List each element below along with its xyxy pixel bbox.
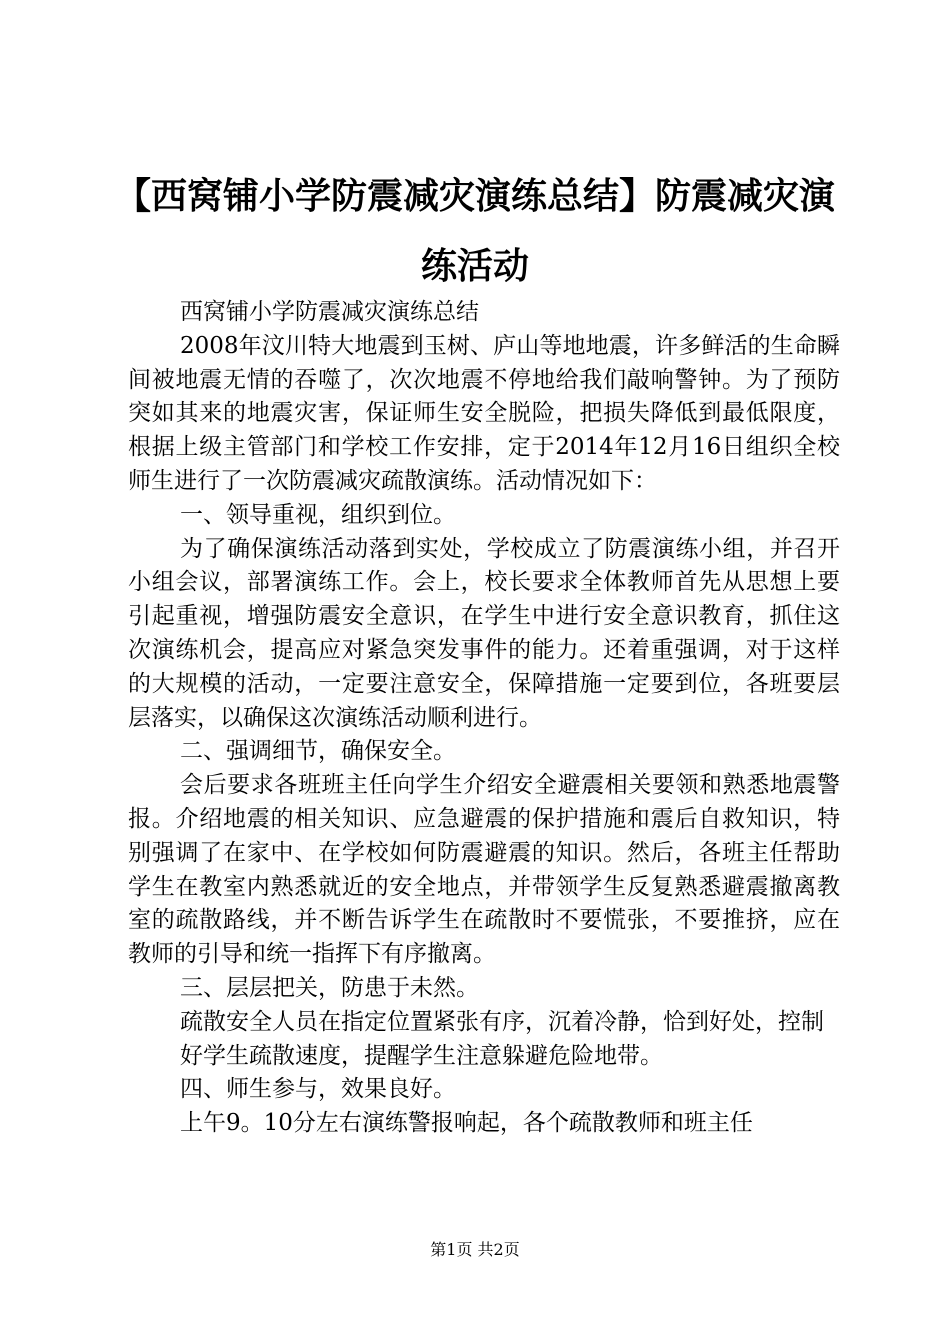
subtitle-paragraph: 西窝铺小学防震减灾演练总结 — [180, 299, 479, 325]
body-paragraph: 疏散安全人员在指定位置紧张有序，沉着冷静，恰到好处，控制 — [180, 1008, 824, 1035]
section-heading: 二、强调细节，确保安全。 — [180, 738, 456, 765]
document-body — [128, 296, 840, 1141]
section-heading: 四、师生参与，效果良好。 — [180, 1076, 456, 1103]
document-title: 【西窝铺小学防震减灾演练总结】防震减灾演练活动 — [114, 176, 835, 287]
body-paragraph: 会后要求各班班主任向学生介绍安全避震相关要领和熟悉地震警报。介绍地震的相关知识、应急避震的保护措施和震后自救知识，特别强调了在家中、在学校如何防震避震的知识。然后，各班主任帮助学生在教室内熟悉就近的安全地点，并带领学生反复熟悉避震撤离教室的疏散路线，并不断告诉学生在疏散时不要慌张，不要推挤，应在教师的引导和统一指挥下有序撤离。 — [128, 772, 840, 968]
body-paragraph: 好学生疏散速度，提醒学生注意躲避危险地带。 — [180, 1042, 663, 1069]
section-heading: 一、领导重视，组织到位。 — [180, 501, 456, 528]
body-paragraph: 上午9。10分左右演练警报响起，各个疏散教师和班主任 — [180, 1110, 753, 1137]
body-paragraph: 为了确保演练活动落到实处，学校成立了防震演练小组，并召开小组会议，部署演练工作。会上，校长要求全体教师首先从思想上要引起重视，增强防震安全意识，在学生中进行安全意识教育，抓住这次演练机会，提高应对紧急突发事件的能力。还着重强调，对于这样的大规模的活动，一定要注意安全，保障措施一定要到位，各班要层层落实，以确保这次演练活动顺利进行。 — [128, 535, 840, 731]
section-heading: 三、层层把关，防患于未然。 — [180, 974, 479, 1001]
body-paragraph: 2008年汶川特大地震到玉树、庐山等地地震，许多鲜活的生命瞬间被地震无情的吞噬了，次次地震不停地给我们敲响警钟。为了预防突如其来的地震灾害，保证师生安全脱险，把损失降低到最低限度，根据上级主管部门和学校工作安排，定于2014年12月16日组织全校师生进行了一次防震减灾疏散演练。活动情况如下： — [128, 332, 840, 494]
page-footer: 第1页 共2页 — [430, 1240, 520, 1259]
